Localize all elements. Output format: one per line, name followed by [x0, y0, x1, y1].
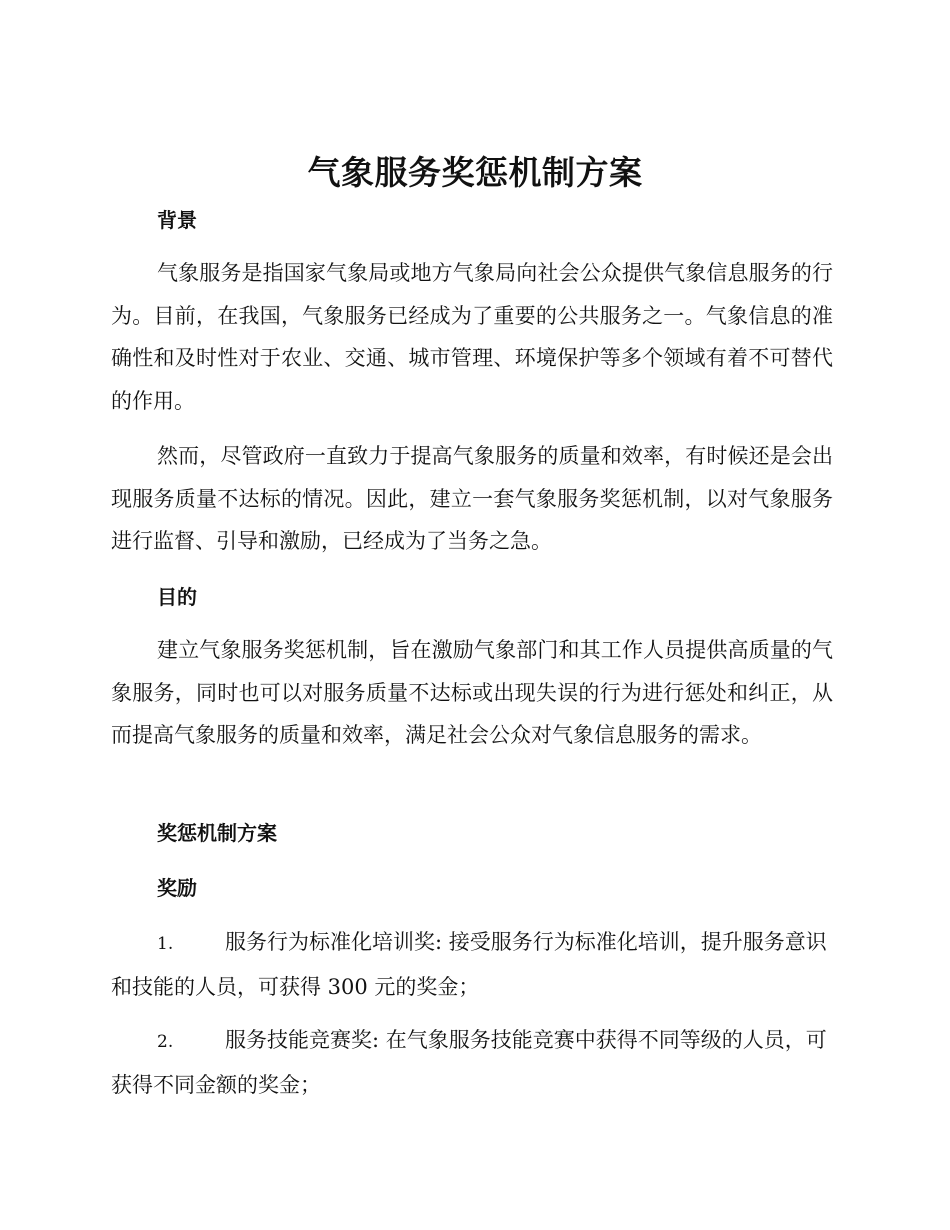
background-paragraph-2: 然而，尽管政府一直致力于提高气象服务的质量和效率，有时候还是会出现服务质量不达标的情况。因此，建立一套气象服务奖惩机制，以对气象服务进行监督、引导和激励，已经成为了当务之急。: [111, 444, 833, 553]
list-number: 2.: [157, 1032, 174, 1052]
section-heading-scheme: 奖惩机制方案: [157, 821, 277, 845]
list-item: [111, 921, 833, 1008]
section-heading-purpose: 目的: [157, 585, 197, 609]
background-paragraph-1: 气象服务是指国家气象局或地方气象局向社会公众提供气象信息服务的行为。目前，在我国，气象服务已经成为了重要的公共服务之一。气象信息的准确性和及时性对于农业、交通、城市管理、环境保护等多个领域有着不可替代的作用。: [111, 261, 833, 413]
list-item-text: 服务行为标准化培训奖: 接受服务行为标准化培训，提升服务意识和技能的人员，可获得 300 元的奖金；: [111, 930, 827, 999]
section-heading-background: 背景: [157, 208, 197, 232]
list-item: [111, 1019, 833, 1106]
section-heading-reward: 奖励: [157, 876, 197, 900]
purpose-paragraph: 建立气象服务奖惩机制，旨在激励气象部门和其工作人员提供高质量的气象服务，同时也可以对服务质量不达标或出现失误的行为进行惩处和纠正，从而提高气象服务的质量和效率，满足社会公众对气象信息服务的需求。: [111, 638, 833, 747]
list-item-text: 服务技能竞赛奖: 在气象服务技能竞赛中获得不同等级的人员，可获得不同金额的奖金；: [111, 1028, 827, 1097]
document-title: 气象服务奖惩机制方案: [307, 153, 643, 192]
list-number: 1.: [157, 934, 174, 954]
